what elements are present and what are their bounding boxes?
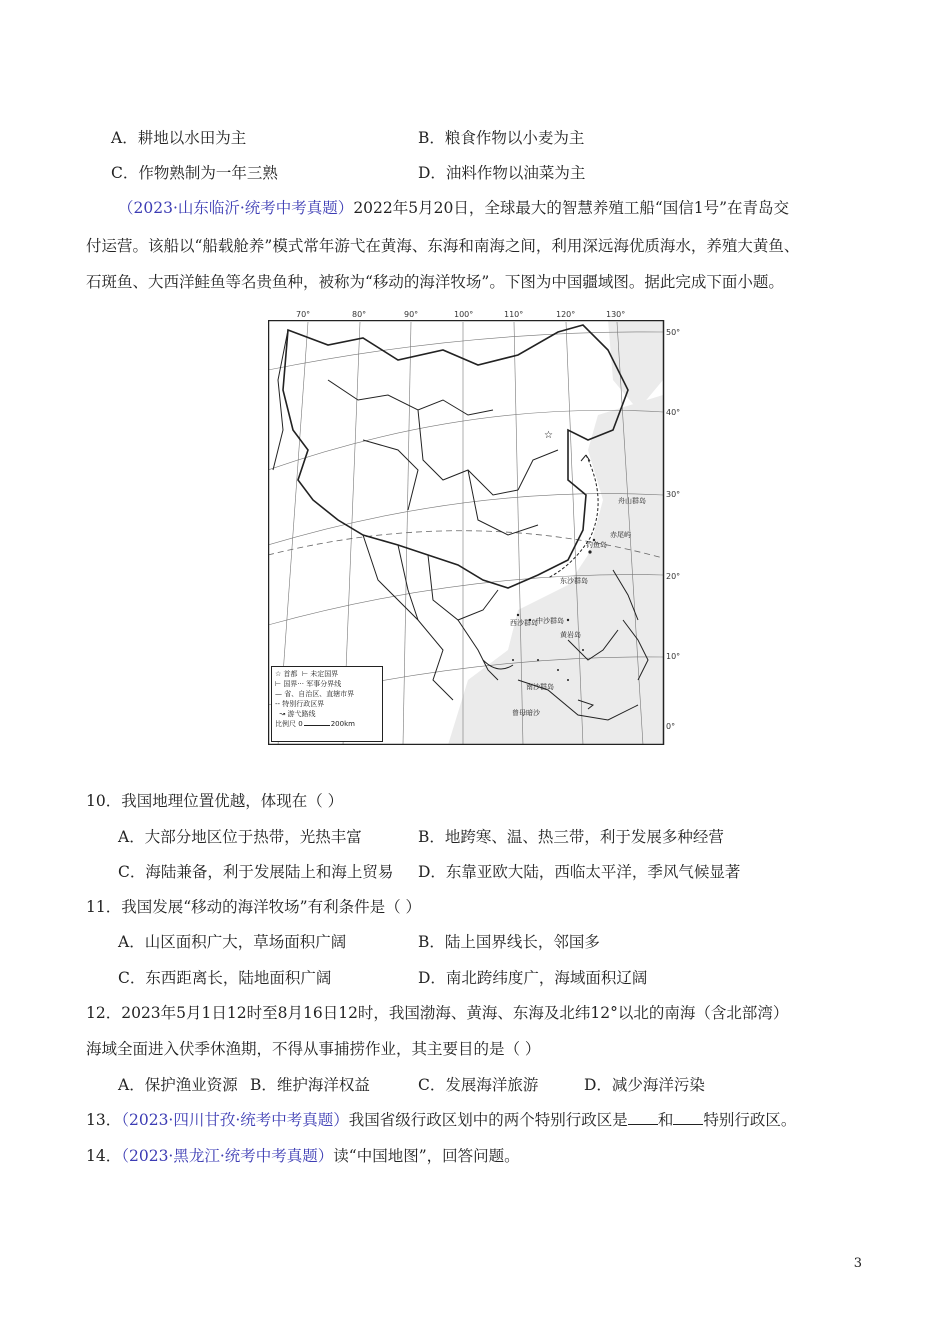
q12-option-a: A．保护渔业资源 xyxy=(118,1076,238,1094)
legend-row-1: ☆ 首都 ⊢ 未定国界 xyxy=(275,670,339,678)
lon-label-110: 110° xyxy=(504,310,524,319)
place-zhongsha: 中沙群岛 xyxy=(536,617,564,625)
place-xisha: 西沙群岛 xyxy=(510,619,538,627)
q12-option-c: C．发展海洋旅游 xyxy=(418,1076,539,1094)
legend-scale-label: 比例尺 xyxy=(275,720,296,728)
q14-text: 读“中国地图”，回答问题。 xyxy=(333,1147,520,1165)
q13-blank-2[interactable] xyxy=(673,1110,703,1125)
legend-route: 游弋路线 xyxy=(287,710,316,718)
capital-icon: ☆ xyxy=(544,430,553,441)
lat-label-40: 40° xyxy=(666,408,681,417)
q12-option-d: D．减少海洋污染 xyxy=(584,1076,705,1094)
place-chiwei: 赤尾屿 xyxy=(610,531,631,539)
passage-line-3: 石斑鱼、大西洋鲑鱼等名贵鱼种，被称为“移动的海洋牧场”。下图为中国疆域图。据此完成下面小题。 xyxy=(86,273,784,291)
lat-label-10: 10° xyxy=(666,652,681,661)
legend-scale-zero: 0 xyxy=(298,720,303,728)
q12-stem-line-2: 海域全面进入伏季休渔期，不得从事捕捞作业，其主要目的是（ ） xyxy=(86,1040,541,1058)
q13-source: （2023·四川甘孜·统考中考真题） xyxy=(121,1111,349,1129)
place-zengmu: 曾母暗沙 xyxy=(512,709,540,717)
lon-label-80: 80° xyxy=(352,310,367,319)
legend-national: 国界 xyxy=(283,680,298,688)
lon-label-100: 100° xyxy=(454,310,474,319)
map-legend xyxy=(271,666,383,742)
q13-number: 13． xyxy=(86,1111,122,1129)
q14-number: 14． xyxy=(86,1147,122,1165)
legend-scale-value: 200km xyxy=(330,720,355,728)
latitude-label-column xyxy=(666,320,688,745)
legend-row-4: -- 特别行政区界 xyxy=(275,700,325,708)
prev-option-c: C．作物熟制为一年三熟 xyxy=(111,164,278,182)
passage-line-1 xyxy=(118,198,789,218)
prev-option-b: B．粮食作物以小麦为主 xyxy=(418,129,585,147)
place-dongsha: 东沙群岛 xyxy=(560,577,588,585)
q13-text-3: 特别行政区。 xyxy=(703,1111,797,1129)
lat-label-0: 0° xyxy=(666,722,676,731)
prev-option-d: D．油料作物以油菜为主 xyxy=(418,164,586,182)
place-diaoyu: 钓鱼岛 xyxy=(586,541,607,549)
q10-option-a: A．大部分地区位于热带，光热丰富 xyxy=(118,828,362,846)
lat-label-50: 50° xyxy=(666,328,681,337)
legend-undetermined: 未定国界 xyxy=(310,670,339,678)
lon-label-120: 120° xyxy=(556,310,576,319)
legend-provincial: 省、自治区、直辖市界 xyxy=(284,690,355,698)
lon-label-90: 90° xyxy=(404,310,419,319)
passage-source: （2023·山东临沂·统考中考真题） xyxy=(118,199,354,217)
q10-option-c: C．海陆兼备，利于发展陆上和海上贸易 xyxy=(118,863,394,881)
passage-text-1: 2022年5月20日，全球最大的智慧养殖工船“国信1号”在青岛交 xyxy=(353,199,790,217)
legend-row-3: — 省、自治区、直辖市界 xyxy=(275,690,355,698)
q12-option-b: B．维护海洋权益 xyxy=(250,1076,370,1094)
q13-blank-1[interactable] xyxy=(628,1110,658,1125)
q10-option-d: D．东靠亚欧大陆，西临太平洋，季风气候显著 xyxy=(418,863,741,881)
legend-capital: 首都 xyxy=(283,670,298,678)
q13-text-2: 和 xyxy=(657,1111,674,1129)
q10-option-b: B．地跨寒、温、热三带，利于发展多种经营 xyxy=(418,828,724,846)
place-huangyan: 黄岩岛 xyxy=(560,631,581,639)
legend-scale xyxy=(275,719,379,729)
q12-stem-line-1: 12．2023年5月1日12时至8月16日12时，我国渤海、黄海、东海及北纬12°以北的南海（含北部湾） xyxy=(86,1004,789,1022)
q10-stem: 10．我国地理位置优越，体现在（ ） xyxy=(86,792,344,810)
legend-row-5: ↝ 游弋路线 xyxy=(275,710,316,718)
lat-label-20: 20° xyxy=(666,572,681,581)
legend-military: 军事分界线 xyxy=(306,680,342,688)
q11-option-d: D．南北跨纬度广，海域面积辽阔 xyxy=(418,969,648,987)
lon-label-130: 130° xyxy=(606,310,626,319)
q13 xyxy=(86,1110,796,1130)
q11-option-b: B．陆上国界线长，邻国多 xyxy=(418,933,600,951)
page-number: 3 xyxy=(853,1256,862,1271)
q11-option-c: C．东西距离长，陆地面积广阔 xyxy=(118,969,332,987)
place-nansha: 南沙群岛 xyxy=(526,683,554,691)
q11-option-a: A．山区面积广大，草场面积广阔 xyxy=(118,933,347,951)
q14 xyxy=(86,1146,520,1166)
place-zhoushan: 舟山群岛 xyxy=(618,497,646,505)
lon-label-70: 70° xyxy=(296,310,311,319)
lat-label-30: 30° xyxy=(666,490,681,499)
q11-stem: 11．我国发展“移动的海洋牧场”有利条件是（ ） xyxy=(86,898,421,916)
prev-option-a: A．耕地以水田为主 xyxy=(111,129,247,147)
legend-sar: 特别行政区界 xyxy=(282,700,325,708)
q14-source: （2023·黑龙江·统考中考真题） xyxy=(121,1147,334,1165)
q13-text-1: 我国省级行政区划中的两个特别行政区是 xyxy=(348,1111,628,1129)
legend-row-2: ⊢ 国界··· 军事分界线 xyxy=(275,680,342,688)
passage-line-2: 付运营。该船以“船载舱养”模式常年游弋在黄海、东海和南海之间，利用深远海优质海水，养殖大黄鱼、 xyxy=(86,237,800,255)
